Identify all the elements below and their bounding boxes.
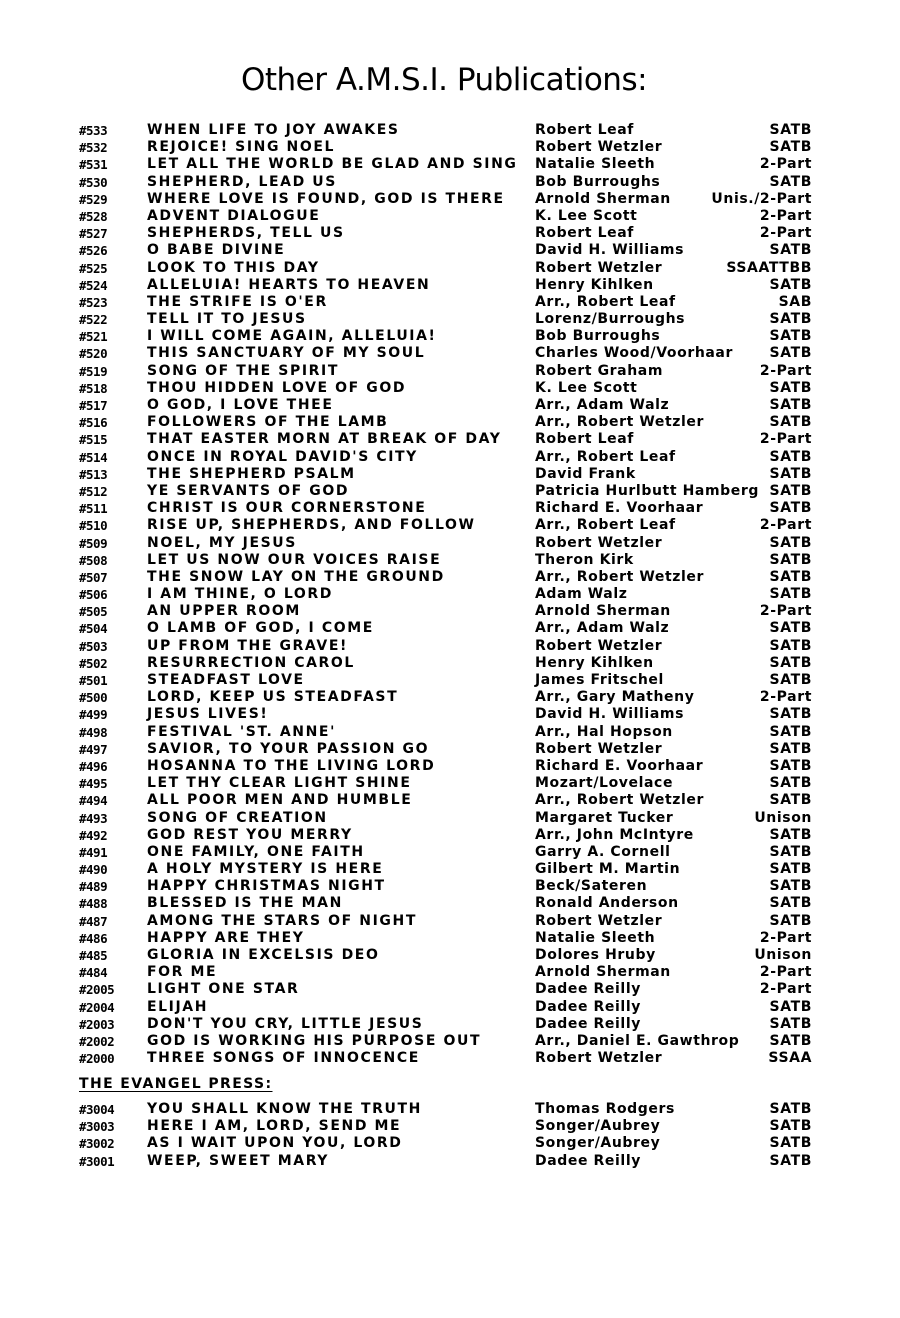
publication-composer: K. Lee Scott (535, 207, 638, 224)
publication-title: SHEPHERDS, TELL US (147, 225, 345, 242)
publication-voicing: SATB (769, 242, 812, 259)
publication-number: #505 (79, 604, 108, 620)
publication-voicing: 2-Part (759, 431, 812, 448)
publication-composer: Arnold Sherman (535, 603, 671, 620)
publication-number: #508 (79, 552, 108, 568)
publication-title: ALLELUIA! HEARTS TO HEAVEN (147, 276, 431, 293)
publication-composer: Robert Wetzler (535, 740, 663, 757)
publication-row (0, 242, 900, 259)
publication-composer: Natalie Sleeth (535, 929, 656, 946)
publication-number: #501 (79, 673, 108, 688)
publication-row (0, 947, 900, 964)
publication-row (0, 586, 900, 603)
publication-row (0, 741, 900, 758)
publication-composer: Robert Wetzler (535, 637, 663, 654)
publication-title: DON'T YOU CRY, LITTLE JESUS (147, 1015, 424, 1032)
publication-row (0, 810, 900, 827)
publication-composer: Songer/Aubrey (535, 1118, 661, 1135)
publication-title: O GOD, I LOVE THEE (147, 397, 334, 413)
publication-title: THE SHEPHERD PSALM (147, 465, 356, 482)
publication-voicing: SATB (769, 826, 812, 843)
publication-row (0, 689, 900, 706)
publication-number: #3001 (79, 1153, 115, 1169)
publication-voicing: SATB (769, 757, 812, 774)
publication-composer: Theron Kirk (535, 551, 634, 568)
publication-voicing: SATB (769, 723, 812, 740)
publication-row (0, 1101, 900, 1118)
publication-composer: Dadee Reilly (535, 998, 641, 1015)
publication-voicing: SATB (769, 173, 812, 190)
publication-composer: Robert Wetzler (535, 139, 663, 156)
publication-composer: Richard E. Voorhaar (535, 500, 704, 517)
publication-row (0, 895, 900, 912)
publication-number: #527 (79, 226, 108, 242)
publication-composer: Robert Wetzler (535, 912, 663, 929)
publication-number: #523 (79, 294, 108, 310)
publication-number: #497 (79, 741, 108, 757)
publication-voicing: SATB (769, 586, 812, 603)
publication-number: #529 (79, 191, 108, 207)
publication-number: #532 (79, 140, 108, 156)
amsi-publication-list (0, 122, 900, 1067)
publication-composer: Arr., Robert Wetzler (535, 568, 705, 585)
publication-row (0, 620, 900, 637)
publication-row (0, 1016, 900, 1033)
publication-row (0, 655, 900, 672)
page-title: Other A.M.S.I. Publications: (240, 62, 648, 98)
publication-row (0, 1153, 900, 1170)
publication-title: UP FROM THE GRAVE! (147, 637, 348, 654)
publication-row (0, 328, 900, 345)
publication-composer: Dadee Reilly (535, 1015, 641, 1032)
publication-voicing: SSAA (768, 1050, 812, 1067)
publication-row (0, 1033, 900, 1050)
publication-row (0, 1118, 900, 1135)
publication-voicing: SATB (769, 1135, 812, 1152)
publication-composer: Beck/Sateren (535, 878, 648, 895)
publication-voicing: SATB (769, 1152, 812, 1169)
publication-title: SONG OF CREATION (147, 809, 328, 826)
publication-title: HAPPY CHRISTMAS NIGHT (147, 878, 386, 895)
publication-title: GOD REST YOU MERRY (147, 826, 353, 843)
publication-title: SONG OF THE SPIRIT (147, 362, 340, 379)
publication-number: #2005 (79, 982, 115, 998)
publication-voicing: 2-Part (759, 517, 812, 534)
publication-voicing: Unis./2-Part (711, 190, 812, 207)
publication-voicing: 2-Part (759, 225, 812, 242)
publication-row (0, 981, 900, 998)
publication-composer: David H. Williams (535, 706, 685, 723)
publication-row (0, 277, 900, 294)
publication-number: #524 (79, 277, 108, 293)
publication-voicing: SATB (769, 1032, 812, 1049)
publication-voicing: SATB (769, 654, 812, 671)
publication-title: O BABE DIVINE (147, 242, 286, 259)
publication-title: THREE SONGS OF INNOCENCE (147, 1050, 420, 1067)
publication-title: THE SNOW LAY ON THE GROUND (147, 568, 445, 585)
publication-title: ADVENT DIALOGUE (147, 207, 321, 224)
publication-title: WEEP, SWEET MARY (147, 1152, 330, 1169)
publication-title: LOOK TO THIS DAY (147, 259, 320, 276)
publication-row (0, 913, 900, 930)
publication-number: #519 (79, 363, 108, 379)
publication-voicing: SATB (769, 139, 812, 156)
publication-title: AN UPPER ROOM (147, 603, 301, 620)
publication-number: #490 (79, 862, 108, 878)
publication-composer: Robert Leaf (535, 431, 634, 448)
publication-number: #498 (79, 724, 108, 740)
publication-row (0, 449, 900, 466)
publication-number: #533 (79, 123, 108, 138)
publication-number: #486 (79, 930, 108, 946)
publication-voicing: SATB (769, 878, 812, 895)
publication-title: LET ALL THE WORLD BE GLAD AND SING (147, 156, 518, 173)
publication-voicing: SATB (769, 345, 812, 362)
publication-voicing: SATB (769, 414, 812, 431)
publication-row (0, 861, 900, 878)
publication-row (0, 122, 900, 139)
publication-composer: Arnold Sherman (535, 964, 671, 981)
publication-row (0, 191, 900, 208)
publication-row (0, 930, 900, 947)
publication-composer: Henry Kihlken (535, 276, 654, 293)
publication-row (0, 603, 900, 620)
publication-number: #510 (79, 518, 108, 534)
publication-composer: Robert Leaf (535, 225, 634, 242)
publication-composer: Bob Burroughs (535, 173, 661, 190)
publication-number: #2000 (79, 1051, 115, 1067)
publication-title: THE STRIFE IS O'ER (147, 293, 328, 310)
publication-number: #511 (79, 501, 108, 517)
publication-title: TELL IT TO JESUS (147, 311, 307, 328)
publication-row (0, 517, 900, 534)
publication-composer: Arr., Hal Hopson (535, 723, 673, 740)
publication-title: HOSANNA TO THE LIVING LORD (147, 757, 436, 774)
publication-composer: Natalie Sleeth (535, 156, 656, 173)
publication-voicing: SATB (769, 895, 812, 912)
publication-voicing: SSAATTBB (726, 259, 812, 276)
publication-composer: Robert Graham (535, 362, 664, 379)
publication-number: #506 (79, 587, 108, 603)
publication-row (0, 638, 900, 655)
publication-row (0, 345, 900, 362)
publication-number: #496 (79, 758, 108, 774)
publication-number: #487 (79, 913, 108, 929)
publication-composer: Garry A. Cornell (535, 843, 671, 860)
publication-composer: Arr., John McIntyre (535, 826, 694, 843)
publication-voicing: SATB (769, 775, 812, 792)
publication-title: GOD IS WORKING HIS PURPOSE OUT (147, 1032, 482, 1049)
publication-row (0, 535, 900, 552)
publication-row (0, 466, 900, 483)
publication-row (0, 672, 900, 689)
publication-voicing: 2-Part (759, 981, 812, 998)
publication-title: SHEPHERD, LEAD US (147, 173, 337, 190)
publication-voicing: Unison (754, 947, 812, 963)
publication-composer: Adam Walz (535, 586, 628, 603)
publication-title: ALL POOR MEN AND HUMBLE (147, 792, 413, 809)
publication-number: #484 (79, 965, 108, 981)
publication-number: #522 (79, 312, 108, 328)
publication-number: #485 (79, 948, 108, 963)
publication-title: LET US NOW OUR VOICES RAISE (147, 551, 442, 568)
publication-title: LORD, KEEP US STEADFAST (147, 689, 399, 706)
publication-title: REJOICE! SING NOEL (147, 139, 336, 156)
publication-number: #512 (79, 483, 108, 499)
publication-composer: Arr., Gary Matheny (535, 689, 695, 706)
publication-title: AS I WAIT UPON YOU, LORD (147, 1135, 403, 1152)
publication-number: #3004 (79, 1102, 115, 1117)
publication-composer: David H. Williams (535, 242, 685, 259)
publication-number: #526 (79, 243, 108, 259)
publication-number: #2004 (79, 999, 115, 1015)
publication-row (0, 706, 900, 723)
publication-row (0, 775, 900, 792)
publication-title: THAT EASTER MORN AT BREAK OF DAY (147, 431, 502, 448)
publication-voicing: SATB (769, 706, 812, 723)
publication-composer: Arr., Daniel E. Gawthrop (535, 1032, 740, 1049)
publication-number: #515 (79, 432, 108, 448)
publication-number: #493 (79, 810, 108, 826)
evangel-press-list (0, 1101, 900, 1170)
publication-title: HERE I AM, LORD, SEND ME (147, 1118, 402, 1135)
publication-number: #517 (79, 398, 108, 413)
publication-title: CHRIST IS OUR CORNERSTONE (147, 500, 427, 517)
publication-number: #489 (79, 879, 108, 895)
publication-voicing: SATB (769, 397, 812, 413)
publication-composer: Dadee Reilly (535, 981, 641, 998)
publication-composer: Arr., Adam Walz (535, 620, 670, 637)
publication-composer: Songer/Aubrey (535, 1135, 661, 1152)
publication-voicing: SATB (769, 1015, 812, 1032)
publication-title: ELIJAH (147, 998, 209, 1015)
publication-voicing: SATB (769, 637, 812, 654)
publication-title: SAVIOR, TO YOUR PASSION GO (147, 740, 430, 757)
publication-voicing: SATB (769, 1118, 812, 1135)
publication-row (0, 724, 900, 741)
publication-row (0, 139, 900, 156)
publication-row (0, 208, 900, 225)
publication-row (0, 844, 900, 861)
publication-title: HAPPY ARE THEY (147, 929, 305, 946)
publication-row (0, 414, 900, 431)
publication-voicing: SATB (769, 672, 812, 688)
publication-voicing: SATB (769, 568, 812, 585)
publication-number: #521 (79, 329, 108, 345)
publication-voicing: Unison (754, 809, 812, 826)
publication-composer: Gilbert M. Martin (535, 861, 681, 878)
publication-voicing: SATB (769, 482, 812, 499)
publication-voicing: SATB (769, 861, 812, 878)
publication-composer: Dolores Hruby (535, 947, 656, 963)
evangel-press-heading: THE EVANGEL PRESS: (79, 1076, 273, 1092)
publication-title: JESUS LIVES! (147, 706, 269, 723)
publication-number: #528 (79, 208, 108, 224)
publication-title: A HOLY MYSTERY IS HERE (147, 861, 384, 878)
publication-number: #514 (79, 449, 108, 465)
publication-title: RISE UP, SHEPHERDS, AND FOLLOW (147, 517, 476, 534)
publication-row (0, 431, 900, 448)
publication-voicing: SATB (769, 1101, 812, 1117)
publication-title: FOR ME (147, 964, 218, 981)
publication-title: YE SERVANTS OF GOD (147, 482, 350, 499)
publication-row (0, 827, 900, 844)
publication-row (0, 156, 900, 173)
publication-title: WHERE LOVE IS FOUND, GOD IS THERE (147, 190, 505, 207)
publication-voicing: SATB (769, 551, 812, 568)
publication-number: #492 (79, 827, 108, 843)
publication-composer: Robert Wetzler (535, 1050, 663, 1067)
publication-title: ONE FAMILY, ONE FAITH (147, 843, 365, 860)
publication-voicing: 2-Part (759, 156, 812, 173)
publication-title: GLORIA IN EXCELSIS DEO (147, 947, 380, 963)
publication-number: #2003 (79, 1016, 115, 1032)
publication-number: #509 (79, 535, 108, 551)
publication-voicing: SATB (769, 311, 812, 328)
publication-voicing: 2-Part (759, 362, 812, 379)
publication-composer: Charles Wood/Voorhaar (535, 345, 733, 362)
publication-number: #503 (79, 638, 108, 654)
publication-number: #494 (79, 793, 108, 809)
publication-row (0, 792, 900, 809)
publication-voicing: SATB (769, 998, 812, 1015)
publication-number: #531 (79, 157, 108, 173)
publication-title: STEADFAST LOVE (147, 672, 305, 688)
publication-number: #513 (79, 466, 108, 482)
publication-title: THOU HIDDEN LOVE OF GOD (147, 379, 407, 396)
publication-composer: Mozart/Lovelace (535, 775, 674, 792)
publication-number: #500 (79, 690, 108, 706)
publication-composer: K. Lee Scott (535, 379, 638, 396)
publication-number: #516 (79, 415, 108, 431)
publication-number: #499 (79, 707, 108, 723)
publication-title: NOEL, MY JESUS (147, 534, 297, 551)
publication-row (0, 1050, 900, 1067)
publication-title: YOU SHALL KNOW THE TRUTH (147, 1101, 422, 1117)
publication-voicing: 2-Part (759, 207, 812, 224)
publication-title: WHEN LIFE TO JOY AWAKES (147, 122, 400, 138)
publication-voicing: SATB (769, 500, 812, 517)
publication-composer: Lorenz/Burroughs (535, 311, 686, 328)
publication-row (0, 552, 900, 569)
publication-row (0, 311, 900, 328)
publication-row (0, 758, 900, 775)
publication-row (0, 1135, 900, 1152)
publication-composer: Robert Leaf (535, 122, 634, 138)
publication-composer: Robert Wetzler (535, 259, 663, 276)
publication-voicing: SATB (769, 740, 812, 757)
publication-voicing: SATB (769, 448, 812, 465)
publication-number: #518 (79, 380, 108, 396)
publication-number: #3003 (79, 1119, 115, 1135)
publication-title: ONCE IN ROYAL DAVID'S CITY (147, 448, 418, 465)
publication-voicing: SATB (769, 534, 812, 551)
publication-composer: Bob Burroughs (535, 328, 661, 345)
publication-composer: David Frank (535, 465, 636, 482)
publication-composer: Arr., Robert Leaf (535, 517, 676, 534)
publication-voicing: 2-Part (759, 689, 812, 706)
publication-voicing: SATB (769, 912, 812, 929)
publication-composer: Thomas Rodgers (535, 1101, 675, 1117)
publication-row (0, 999, 900, 1016)
publication-composer: Richard E. Voorhaar (535, 757, 704, 774)
publication-composer: Arnold Sherman (535, 190, 671, 207)
publication-composer: Arr., Robert Leaf (535, 293, 676, 310)
publication-voicing: SATB (769, 465, 812, 482)
publication-row (0, 878, 900, 895)
publication-voicing: SATB (769, 276, 812, 293)
publication-title: I WILL COME AGAIN, ALLELUIA! (147, 328, 437, 345)
publication-row (0, 500, 900, 517)
publication-row (0, 225, 900, 242)
publication-number: #520 (79, 346, 108, 362)
publication-title: I AM THINE, O LORD (147, 586, 333, 603)
publication-row (0, 569, 900, 586)
publication-voicing: SATB (769, 122, 812, 138)
publication-composer: Henry Kihlken (535, 654, 654, 671)
publication-composer: James Fritschel (535, 672, 664, 688)
publication-number: #491 (79, 844, 108, 860)
publication-voicing: SATB (769, 328, 812, 345)
publication-number: #525 (79, 260, 108, 276)
publication-title: LIGHT ONE STAR (147, 981, 300, 998)
publication-number: #3002 (79, 1136, 115, 1152)
publication-number: #530 (79, 174, 108, 190)
publication-composer: Arr., Robert Wetzler (535, 792, 705, 809)
publication-voicing: 2-Part (759, 964, 812, 981)
publication-number: #488 (79, 896, 108, 912)
publication-composer: Arr., Robert Leaf (535, 448, 676, 465)
publication-title: THIS SANCTUARY OF MY SOUL (147, 345, 426, 362)
publication-number: #507 (79, 569, 108, 585)
publication-title: RESURRECTION CAROL (147, 654, 355, 671)
publication-row (0, 174, 900, 191)
publication-composer: Ronald Anderson (535, 895, 679, 912)
publication-voicing: SATB (769, 379, 812, 396)
publication-composer: Robert Wetzler (535, 534, 663, 551)
publication-number: #502 (79, 655, 108, 671)
publication-row (0, 260, 900, 277)
publication-composer: Patricia Hurlbutt Hamberg (535, 482, 759, 499)
publication-row (0, 397, 900, 414)
publication-title: O LAMB OF GOD, I COME (147, 620, 374, 637)
publication-voicing: SAB (778, 293, 812, 310)
publication-row (0, 363, 900, 380)
publication-row (0, 380, 900, 397)
publication-row (0, 483, 900, 500)
publication-composer: Arr., Adam Walz (535, 397, 670, 413)
publication-title: BLESSED IS THE MAN (147, 895, 343, 912)
publication-title: FOLLOWERS OF THE LAMB (147, 414, 389, 431)
publication-composer: Margaret Tucker (535, 809, 674, 826)
publication-voicing: 2-Part (759, 929, 812, 946)
publication-title: AMONG THE STARS OF NIGHT (147, 912, 417, 929)
publication-row (0, 294, 900, 311)
publication-number: #495 (79, 776, 108, 792)
publication-number: #504 (79, 621, 108, 637)
publication-number: #2002 (79, 1033, 115, 1049)
publication-row (0, 964, 900, 981)
publication-voicing: SATB (769, 620, 812, 637)
publication-voicing: SATB (769, 843, 812, 860)
publication-voicing: 2-Part (759, 603, 812, 620)
publication-title: FESTIVAL 'ST. ANNE' (147, 723, 336, 740)
publication-composer: Arr., Robert Wetzler (535, 414, 705, 431)
publication-voicing: SATB (769, 792, 812, 809)
publication-title: LET THY CLEAR LIGHT SHINE (147, 775, 412, 792)
publication-composer: Dadee Reilly (535, 1152, 641, 1169)
